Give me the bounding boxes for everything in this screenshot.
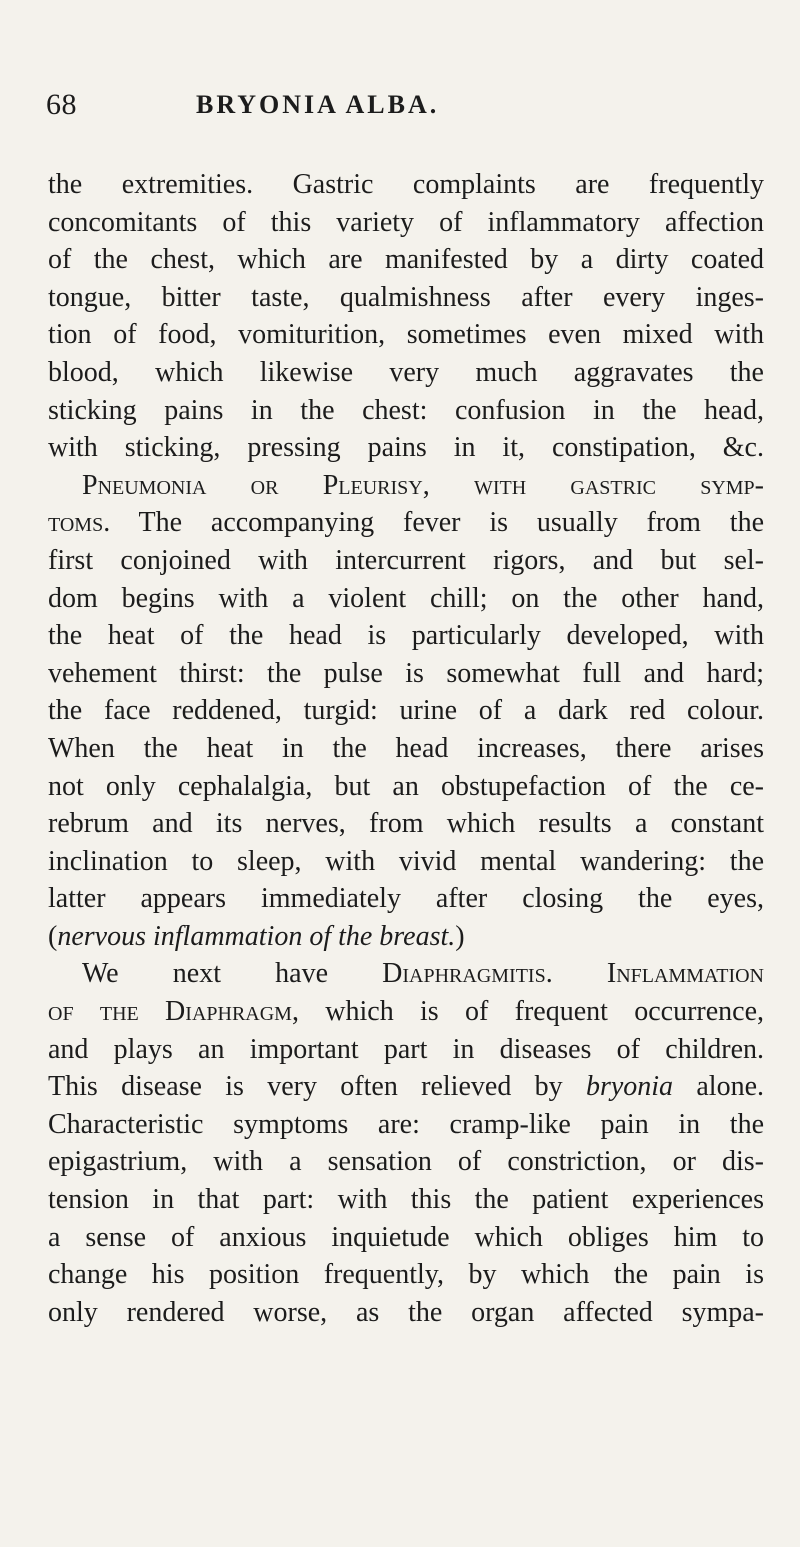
text-run: and plays an important part in diseases of children.	[48, 1033, 764, 1065]
text-line	[48, 617, 764, 655]
text-line	[48, 730, 764, 768]
text-run: sticking pains in the chest: confusion in the head,	[48, 394, 764, 426]
text-run: When the heat in the head increases, there arises	[48, 732, 764, 764]
italic-run: nervous inflammation of the breast.	[57, 920, 456, 952]
text-line	[48, 843, 764, 881]
text-line	[48, 580, 764, 618]
text-run: tion of food, vomiturition, sometimes even mixed with	[48, 319, 764, 351]
text-run: alone.	[673, 1071, 764, 1103]
text-line	[48, 467, 764, 505]
text-run: which is of frequent occurrence,	[298, 996, 765, 1028]
text-line	[48, 279, 764, 317]
text-run: epigastrium, with a sensation of constriction, or dis-	[48, 1146, 764, 1178]
text-run: tongue, bitter taste, qualmishness after every inges-	[48, 281, 764, 313]
small-caps-run: Diaphragmitis. Inflammation	[382, 958, 764, 990]
text-run: The accompanying fever is usually from the	[110, 507, 764, 539]
text-line	[48, 880, 764, 918]
text-line	[48, 429, 764, 467]
text-run: blood, which likewise very much aggravates the	[48, 356, 764, 388]
text-line	[48, 918, 764, 956]
text-line	[48, 316, 764, 354]
text-line	[48, 542, 764, 580]
text-line	[48, 655, 764, 693]
text-run: vehement thirst: the pulse is somewhat full and hard;	[48, 657, 764, 689]
text-run: dom begins with a violent chill; on the other hand,	[48, 582, 764, 614]
text-line	[48, 1181, 764, 1219]
text-run: latter appears immediately after closing the eyes,	[48, 883, 764, 915]
text-line	[48, 955, 764, 993]
text-line	[48, 768, 764, 806]
text-line	[48, 1256, 764, 1294]
body-text	[48, 166, 764, 1331]
text-run: (	[48, 920, 58, 952]
text-run: Characteristic symptoms are: cramp-like pain in the	[48, 1108, 764, 1140]
text-run: the face reddened, turgid: urine of a dark red colour.	[48, 695, 764, 727]
text-run: tension in that part: with this the patient experiences	[48, 1184, 764, 1216]
text-run: )	[455, 920, 465, 952]
text-run: the extremities. Gastric complaints are frequently	[48, 169, 764, 200]
text-line	[48, 354, 764, 392]
text-run: This disease is very often relieved by	[48, 1071, 586, 1103]
text-line	[48, 1106, 764, 1144]
text-run: change his position frequently, by which the pain is	[48, 1259, 764, 1291]
text-line	[48, 241, 764, 279]
running-title: BRYONIA ALBA.	[196, 90, 440, 119]
text-line	[48, 1068, 764, 1106]
small-caps-run: Pneumonia or Pleurisy, with gastric symp-	[82, 469, 764, 501]
text-line	[48, 993, 764, 1031]
text-run: only rendered worse, as the organ affected sympa-	[48, 1296, 764, 1328]
running-head	[40, 88, 760, 128]
text-line	[48, 166, 764, 204]
text-run: of the chest, which are manifested by a dirty coated	[48, 244, 764, 276]
text-run: first conjoined with intercurrent rigors, and but sel-	[48, 544, 764, 576]
page-number: 68	[46, 88, 77, 121]
text-run: not only cephalalgia, but an obstupefaction of the ce-	[48, 770, 764, 802]
text-run: a sense of anxious inquietude which obliges him to	[48, 1221, 764, 1253]
text-run: inclination to sleep, with vivid mental wandering: the	[48, 845, 764, 877]
small-caps-run: of the Diaphragm,	[48, 996, 299, 1028]
text-run: with sticking, pressing pains in it, constipation, &c.	[48, 432, 764, 464]
text-line	[48, 1294, 764, 1332]
italic-run: bryonia	[585, 1071, 674, 1103]
text-line	[48, 805, 764, 843]
text-line	[48, 692, 764, 730]
text-line	[48, 204, 764, 242]
text-line	[48, 1143, 764, 1181]
text-run: concomitants of this variety of inflammatory affection	[48, 206, 764, 238]
text-run: rebrum and its nerves, from which results a constant	[48, 808, 764, 840]
text-line	[48, 1031, 764, 1069]
text-line	[48, 504, 764, 542]
text-line	[48, 1219, 764, 1257]
text-run: the heat of the head is particularly developed, with	[48, 620, 764, 652]
text-line	[48, 392, 764, 430]
text-run: We next have	[82, 958, 383, 990]
small-caps-run: toms.	[48, 507, 111, 539]
